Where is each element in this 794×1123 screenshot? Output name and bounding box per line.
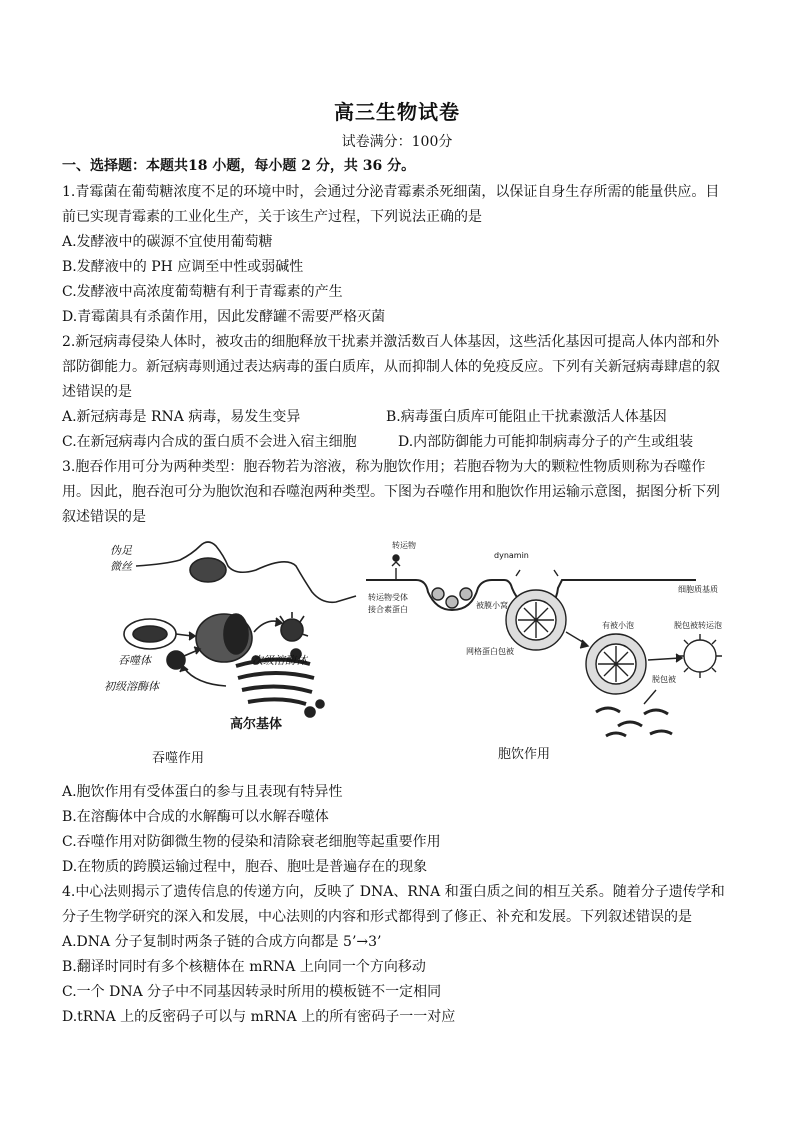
page-title: 高三生物试卷 [334, 100, 460, 124]
label-coated-vesicle: 有被小泡 [602, 621, 634, 630]
q3-stem-line1: 3.胞吞作用可分为两种类型：胞吞物若为溶液，称为胞饮作用；若胞吞物为大的颗粒性物质则称为吞噬作 [62, 459, 706, 475]
q3-option-d: D.在物质的跨膜运输过程中，胞吞、胞吐是普遍存在的现象 [62, 859, 428, 875]
q4-option-b: B.翻译时同时有多个核糖体在 mRNA 上向同一个方向移动 [62, 959, 426, 975]
q2-option-a: A.新冠病毒是 RNA 病毒，易发生变异 [62, 409, 301, 425]
q3-option-a: A.胞饮作用有受体蛋白的参与且表现有特异性 [62, 784, 343, 800]
q4-stem-line2: 分子生物学研究的深入和发展，中心法则的内容和形式都得到了修正、补充和发展。下列叙述错误的是 [62, 909, 692, 925]
q1-option-d: D.青霉菌具有杀菌作用，因此发酵罐不需要严格灭菌 [62, 309, 386, 325]
label-golgi: 高尔基体 [230, 717, 283, 732]
caption-phagocytosis: 吞噬作用 [152, 751, 205, 766]
q3-option-b: B.在溶酶体中合成的水解酶可以水解吞噬体 [62, 809, 329, 825]
label-uncoated-vesicle: 脱包被转运泡 [674, 621, 722, 630]
pinocytosis-diagram [366, 555, 722, 736]
q4-stem-line1: 4.中心法则揭示了遗传信息的传递方向，反映了 DNA、RNA 和蛋白质之间的相互关系。随着分子遗传学和 [62, 884, 725, 900]
caption-pinocytosis: 胞饮作用 [498, 747, 551, 762]
q2-stem-line2: 部防御能力。新冠病毒则通过表达病毒的蛋白质库，从而抑制人体的免疫反应。下列有关新冠病毒肆虐的叙 [62, 359, 720, 375]
section-heading: 一、选择题：本题共18 小题，每小题 2 分，共 36 分。 [62, 158, 416, 174]
q1-option-c: C.发酵液中高浓度葡萄糖有利于青霉素的产生 [62, 284, 343, 300]
label-uncoating: 脱包被 [652, 675, 676, 684]
q2-option-b: B.病毒蛋白质库可能阻止干扰素激活人体基因 [386, 409, 667, 425]
q3-stem-line3: 叙述错误的是 [62, 509, 146, 525]
endocytosis-figure [96, 536, 736, 772]
q4-option-a: A.DNA 分子复制时两条子链的合成方向都是 5’→3’ [62, 934, 382, 950]
label-cytoplasm: 细胞质基质 [678, 585, 718, 594]
score-note: 试卷满分：100分 [341, 134, 453, 150]
q1-stem-line2: 前已实现青霉素的工业化生产，关于该生产过程，下列说法正确的是 [62, 209, 482, 225]
q2-option-c: C.在新冠病毒内合成的蛋白质不会进入宿主细胞 [62, 434, 357, 450]
q3-option-c: C.吞噬作用对防御微生物的侵染和清除衰老细胞等起重要作用 [62, 834, 441, 850]
label-phagosome: 吞噬体 [118, 654, 151, 667]
q1-stem-line1: 1.青霉菌在葡萄糖浓度不足的环境中时，会通过分泌青霉素杀死细菌，以保证自身生存所需的能量供应。目 [62, 184, 720, 200]
label-cargo: 转运物 [392, 541, 416, 550]
q2-option-d: D.内部防御能力可能抑制病毒分子的产生或组装 [398, 434, 694, 450]
label-clathrin-coat: 网格蛋白包被 [466, 647, 514, 656]
q3-stem-line2: 用。因此，胞吞泡可分为胞饮泡和吞噬泡两种类型。下图为吞噬作用和胞饮作用运输示意图，据图分析下列 [62, 484, 720, 500]
label-adaptor: 接合素蛋白 [368, 605, 408, 614]
label-cargo-receptor: 转运物受体 [368, 593, 408, 602]
q4-option-d: D.tRNA 上的反密码子可以与 mRNA 上的所有密码子一一对应 [62, 1009, 456, 1025]
label-secondary-lysosome: 次级溶酶体 [252, 654, 307, 667]
label-microfilament: 微丝 [110, 560, 132, 573]
q2-stem-line3: 述错误的是 [62, 384, 132, 400]
label-coated-pit: 被膜小窝 [476, 601, 508, 610]
q4-option-c: C.一个 DNA 分子中不同基因转录时所用的模板链不一定相同 [62, 984, 442, 1000]
label-pseudopod: 伪足 [110, 544, 132, 557]
q1-option-b: B.发酵液中的 PH 应调至中性或弱碱性 [62, 259, 304, 275]
q2-stem-line1: 2.新冠病毒侵染人体时，被攻击的细胞释放干扰素并激活数百人体基因，这些活化基因可提高人体内部和外 [62, 334, 720, 350]
label-dynamin: dynamin [494, 551, 529, 560]
label-primary-lysosome: 初级溶酶体 [104, 680, 159, 693]
q1-option-a: A.发酵液中的碳源不宜使用葡萄糖 [62, 234, 273, 250]
